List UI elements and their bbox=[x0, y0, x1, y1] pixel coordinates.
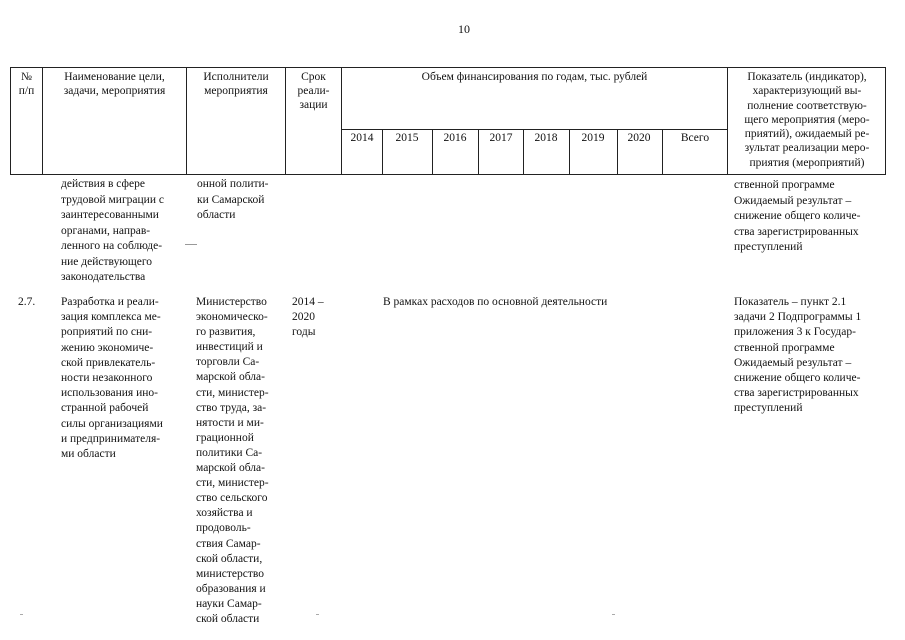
header-executors: Исполнители мероприятия bbox=[203, 71, 269, 97]
row-continued-indicator: ственной программе Ожидаемый результат – снижение общего количе- ства зарегистрированных преступлений bbox=[734, 179, 861, 253]
row-executors: Министерство экономическо- го развития, инвестиций и торговли Са- марской обла- сти, министер- ство труда, за- нятости и ми- грационной политики Са- марской обла- сти, министер- ство сельского хозяйства и продоволь- ствия Самар- ской области, министерство образования и науки Самар- ской области bbox=[196, 296, 269, 625]
page-number: 10 bbox=[458, 22, 470, 36]
row-number: 2.7. bbox=[18, 296, 36, 308]
header-num: № п/п bbox=[18, 71, 35, 97]
scan-speck bbox=[316, 614, 319, 615]
separator-dash bbox=[185, 244, 197, 245]
year-divider bbox=[523, 129, 524, 175]
row-name: Разработка и реали- зация комплекса ме- роприятий по сни- жению экономиче- ской привлекатель- ности незаконного использования ино- странной рабочей силы организациями и предпринимателя- ми области bbox=[61, 296, 163, 461]
year-divider bbox=[432, 129, 433, 175]
year-total: Всего bbox=[680, 132, 710, 144]
row-indicator: Показатель – пункт 2.1 задачи 2 Подпрограммы 1 приложения 3 к Государ- ственной программе Ожидаемый результат – снижение общего количе- ства зарегистрированных преступлений bbox=[734, 296, 862, 415]
header-funding: Объем финансирования по годам, тыс. рублей bbox=[421, 71, 648, 83]
row-continued-executors: онной полити- ки Самарской области bbox=[197, 178, 269, 221]
row-continued-name: действия в сфере трудовой миграции с заинтересованными органами, направ- ленного на соблюде- ние действующего законодательства bbox=[61, 178, 164, 283]
year-2015: 2015 bbox=[395, 132, 419, 144]
year-divider bbox=[569, 129, 570, 175]
year-2014: 2014 bbox=[350, 132, 374, 144]
year-2016: 2016 bbox=[443, 132, 467, 144]
row-funding: В рамках расходов по основной деятельности bbox=[383, 296, 608, 308]
scan-speck bbox=[20, 614, 23, 615]
header-term: Срок реали- зации bbox=[297, 71, 330, 111]
year-2020: 2020 bbox=[627, 132, 651, 144]
year-2017: 2017 bbox=[489, 132, 513, 144]
header-indicator: Показатель (индикатор), характеризующий вы- полнение соответствую- щего мероприятия (меро- приятий), ожидаемый ре- зультат реализации меро- приятия (мероприятий) bbox=[744, 71, 870, 169]
year-divider bbox=[478, 129, 479, 175]
year-divider bbox=[382, 129, 383, 175]
year-2019: 2019 bbox=[581, 132, 605, 144]
row-term: 2014 – 2020 годы bbox=[292, 296, 324, 339]
year-row-divider bbox=[341, 129, 727, 130]
year-2018: 2018 bbox=[534, 132, 558, 144]
header-name: Наименование цели, задачи, мероприятия bbox=[63, 71, 166, 97]
scan-speck bbox=[612, 614, 615, 615]
year-divider bbox=[617, 129, 618, 175]
year-divider bbox=[662, 129, 663, 175]
